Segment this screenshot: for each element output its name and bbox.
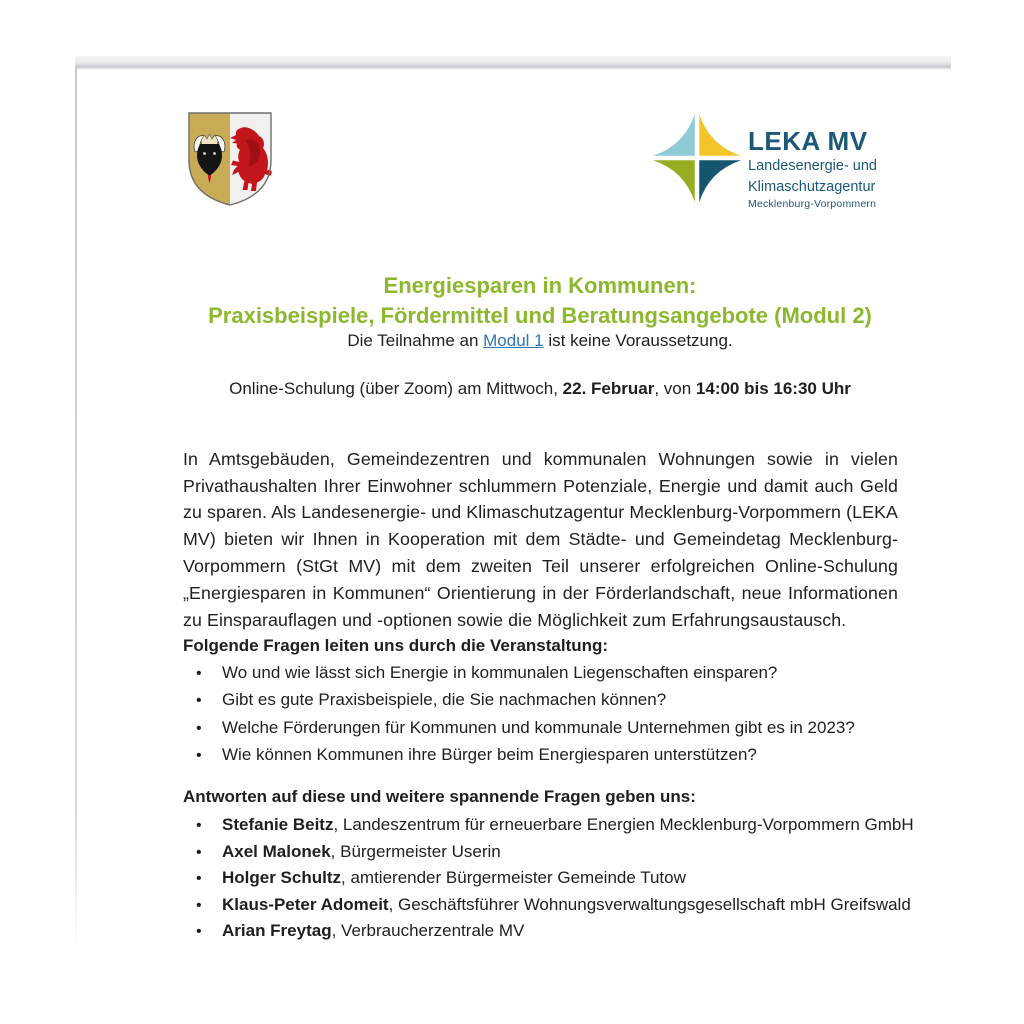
speaker-item [183, 892, 973, 919]
leka-star-icon [652, 112, 742, 204]
leka-mv-logo-text [748, 128, 877, 210]
bullet-icon [196, 714, 202, 742]
bullet-icon [196, 686, 202, 714]
schedule-line [229, 379, 851, 399]
question-item: • Wie können Kommunen ihre Bürger beim Energiesparen unterstützen? [183, 741, 973, 768]
intro-paragraph: In Amtsgebäuden, Gemeindezentren und kommunalen Wohnungen sowie in vielen Privathaushalten Ihrer Einwohner schlummern Potenziale, Energie und damit auch Geld zu sparen. Als Landesenergie- und Klimaschutzagentur Mecklenburg-Vorpommern (LEKA MV) bieten wir Ihnen in Kooperation mit dem Städte- und Gemeindetag Mecklenburg-Vorpommern (StGt MV) mit dem zweiten Teil unserer erfolgreichen Online-Schulung „Energiesparen in Kommunen“ Orientierung in der Förderlandschaft, neue Informationen zu Einsparauflagen und -optionen sowie die Möglichkeit zum Erfahrungsaustausch. [183, 448, 898, 630]
star-quadrant-top-left [653, 114, 695, 156]
question-item: • Welche Förderungen für Kommunen und kommunale Unternehmen gibt es in 2023? [183, 714, 973, 741]
speakers-list [183, 812, 973, 945]
leka-wordmark: LEKA MV [748, 126, 868, 156]
schedule-part2: , von [654, 379, 696, 398]
bullet-icon [196, 659, 202, 687]
speaker-name: Axel Malonek [222, 841, 331, 861]
bullet-icon [196, 812, 202, 840]
schedule-part1: Online-Schulung (über Zoom) am Mittwoch, [229, 379, 563, 398]
speaker-name: Klaus-Peter Adomeit [222, 894, 389, 914]
doc-subtitle [347, 331, 732, 351]
bullet-icon [196, 839, 202, 867]
speaker-name: Arian Freytag [222, 921, 332, 941]
modul1-link[interactable]: Modul 1 [483, 331, 544, 350]
speaker-role: , Landeszentrum für erneuerbare Energien Mecklenburg-Vorpommern GmbH [333, 815, 914, 834]
schedule-date: 22. Februar [562, 379, 655, 398]
page-top-edge [75, 56, 951, 70]
bullet-icon [196, 918, 202, 946]
doc-title-line1: Energiesparen in Kommunen: [383, 273, 697, 298]
questions-heading: Folgende Fragen leiten uns durch die Veranstaltung: [183, 636, 609, 655]
speaker-role: , Bürgermeister Userin [330, 841, 501, 861]
subtitle-suffix: ist keine Voraussetzung. [543, 331, 733, 350]
speaker-role: , Geschäftsführer Wohnungsverwaltungsgesellschaft mbH Greifswald [388, 894, 911, 914]
leka-subtitle-line2: Klimaschutzagentur [748, 179, 876, 195]
star-quadrant-bottom-right [699, 160, 741, 202]
speaker-item [183, 839, 973, 866]
mv-coat-of-arms [185, 110, 275, 208]
bullet-icon [196, 892, 202, 920]
question-item: • Wo und wie lässt sich Energie in kommunalen Liegenschaften einsparen? [183, 659, 973, 686]
questions-list [183, 659, 973, 769]
question-item: • Gibt es gute Praxisbeispiele, die Sie nachmachen können? [183, 686, 973, 713]
speaker-role: , Verbraucherzentrale MV [331, 921, 525, 941]
speaker-name: Stefanie Beitz [222, 815, 334, 834]
doc-title-line2: Praxisbeispiele, Fördermittel und Beratungsangebote (Modul 2) [208, 303, 872, 328]
star-quadrant-bottom-left [653, 160, 695, 202]
star-quadrant-top-right [699, 114, 741, 156]
bullet-icon [196, 741, 202, 769]
speaker-item [183, 812, 973, 839]
schedule-time: 14:00 bis 16:30 Uhr [695, 379, 851, 398]
leka-subtitle-line1: Landesenergie- und [748, 158, 877, 174]
speakers-heading: Antworten auf diese und weitere spannende Fragen geben uns: [183, 787, 696, 806]
bullet-icon [196, 865, 202, 893]
page-left-edge [75, 67, 77, 948]
speaker-role: , amtierender Bürgermeister Gemeinde Tutow [341, 868, 686, 888]
subtitle-prefix: Die Teilnahme an [347, 331, 484, 350]
speaker-item [183, 918, 973, 945]
leka-subtitle-line3: Mecklenburg-Vorpommern [748, 198, 877, 210]
speaker-item [183, 865, 973, 892]
speaker-name: Holger Schultz [222, 868, 342, 888]
